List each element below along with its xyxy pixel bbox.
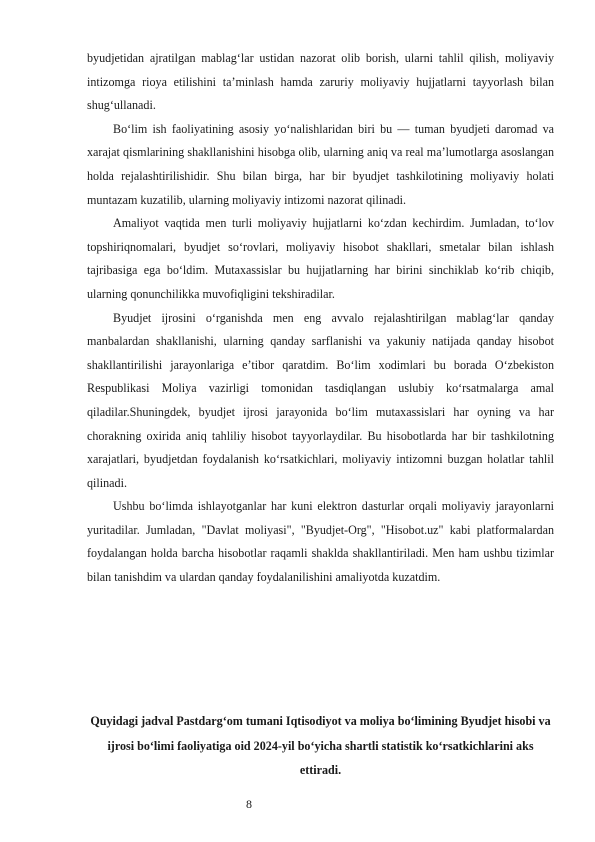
paragraph-2: Bo‘lim ish faoliyatining asosiy yo‘nalishlaridan biri bu — tuman byudjeti daromad va xarajat qismlarining shakllanishini hisobga olib, ularning aniq va real ma’lumotlarga asoslangan holda rejalashtirilishidir. Shu bilan birga, har bir byudjet tashkilotining moliyaviy holati muntazam kuzatilib, ularning moliyaviy intizomi nazorat qilinadi. bbox=[87, 121, 554, 207]
paragraph-4: Byudjet ijrosini o‘rganishda men eng avvalo rejalashtirilgan mablag‘lar qanday manbalardan shakllanishi, ularning qanday sarflanishi va yakuniy natijada qanday hisobot shakllantirilishi jarayonlariga e’tibor qaratdim. Bo‘lim xodimlari bu borada O‘zbekiston Respublikasi Moliya vazirligi tomonidan tasdiqlangan uslubiy ko‘rsatmalarga amal qiladilar.Shuningdek, byudjet ijrosi jarayonida bo‘lim mutaxassislari har oyning va har chorakning oxirida aniq tahliliy hisobot tayyorlaydilar. Bu hisobotlarda har bir tashkilotning xarajatlari, byudjetdan foydalanish ko‘rsatkichlari, moliyaviy intizomni buzgan holatlar tahlil qilinadi. bbox=[87, 310, 554, 490]
table-caption: Quyidagi jadval Pastdarg‘om tumani Iqtisodiyot va moliya bo‘limining Byudjet hisobi va ijrosi bo‘limi faoliyatiga oid 2024-yil bo‘yicha shartli statistik ko‘rsatkichlarini aks ettiradi. bbox=[90, 714, 551, 777]
paragraph-5: Ushbu bo‘limda ishlayotganlar har kuni elektron dasturlar orqali moliyaviy jarayonlarni yuritadilar. Jumladan, "Davlat moliyasi", "Byudjet-Org", "Hisobot.uz" kabi platformalardan foydalangan holda barcha hisobotlar raqamli shaklda shakllantiriladi. Men ham ushbu tizimlar bilan tanishdim va ulardan qanday foydalanilishini amaliyotda kuzatdim. bbox=[87, 499, 554, 585]
paragraph-3: Amaliyot vaqtida men turli moliyaviy hujjatlarni ko‘zdan kechirdim. Jumladan, to‘lov topshiriqnomalari, byudjet so‘rovlari, moliyaviy hisobot shakllari, smetalar bilan ishlash tajribasiga ega bo‘ldim. Mutaxassislar bu hujjatlarning har birini sinchiklab ko‘rib chiqib, ularning qonunchilikka muvofiqligini tekshiradilar. bbox=[87, 216, 554, 301]
page-number: 8 bbox=[246, 797, 252, 811]
document-body bbox=[87, 47, 554, 590]
paragraph-1: byudjetidan ajratilgan mablag‘lar ustidan nazorat olib borish, ularni tahlil qilish, moliyaviy intizomga rioya etilishini ta’minlash hamda zaruriy moliyaviy hujjatlarni tayyorlash bilan shug‘ullanadi. bbox=[87, 51, 554, 113]
